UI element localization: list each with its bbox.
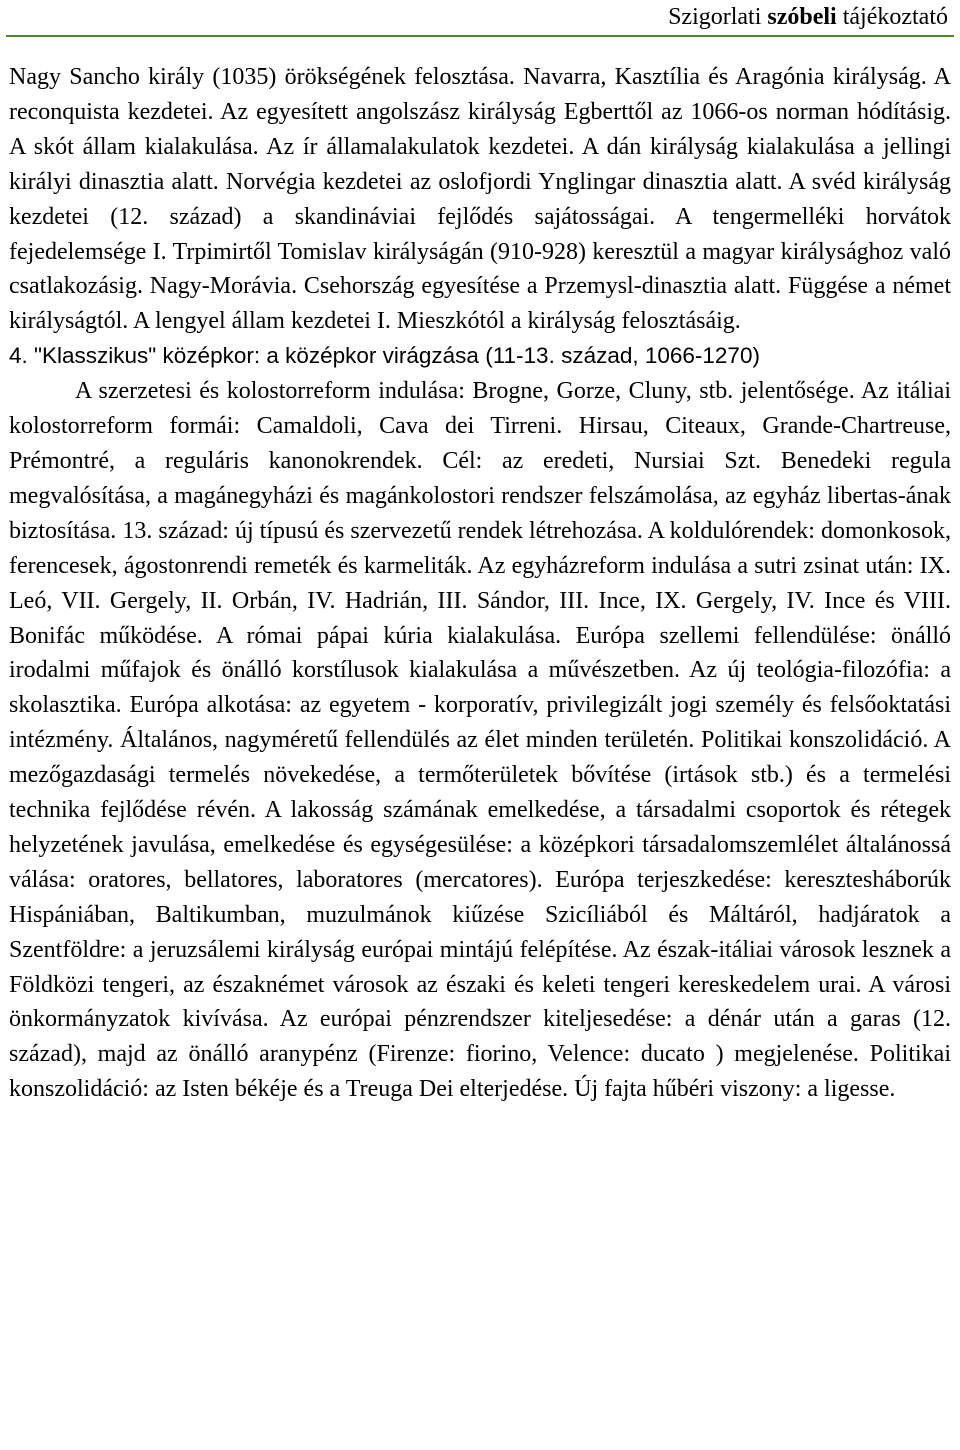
- header-divider: [6, 35, 954, 37]
- header-title-post: tájékoztató: [836, 4, 948, 30]
- section-paragraph: [9, 374, 951, 1107]
- intro-paragraph: Nagy Sancho király (1035) örökségének felosztása. Navarra, Kasztília és Aragónia királyság. A reconquista kezdetei. Az egyesített angolszász királyság Egberttől az 1066-os norman hódításig. A skót állam kialakulása. Az ír államalakulatok kezdetei. A dán királyság kialakulása a jellingi királyi dinasztia alatt. Norvégia kezdetei az oslofjordi Ynglingar dinasztia alatt. A svéd királyság kezdetei (12. század) a skandináviai fejlődés sajátosságai. A tengermelléki horvátok fejedelemsége I. Trpimirtől Tomislav királyságán (910-928) keresztül a magyar királysághoz való csatlakozásig. Nagy-Morávia. Csehország egyesítése a Przemysl-dinasztia alatt. Függése a német királyságtól. A lengyel állam kezdetei I. Mieszkótól a királyság felosztásáig.: [9, 64, 951, 335]
- header-title-pre: Szigorlati: [668, 4, 768, 30]
- running-header: [668, 2, 948, 32]
- section-heading: [9, 339, 951, 374]
- header-title-bold: szóbeli: [767, 4, 837, 30]
- document-body: [9, 60, 951, 1107]
- section-text: A szerzetesi és kolostorreform indulása: Brogne, Gorze, Cluny, stb. jelentősége. Az itáliai kolostorreform formái: Camaldoli, Cava dei Tirreni. Hirsau, Citeaux, Grande-Chartreuse, Prémontré, a reguláris kanonokrendek. Cél: az eredeti, Nursiai Szt. Benedeki regula megvalósítása, a magánegyházi és magánkolostori rendszer felszámolása, az egyház libertas-ának biztosítása. 13. század: új típusú és szervezetű rendek létrehozása. A koldulórendek: domonkosok, ferencesek, ágostonrendi remeték és karmeliták. Az egyházreform indulása a sutri zsinat után: IX. Leó, VII. Gergely, II. Orbán, IV. Hadrián, III. Sándor, III. Ince, IX. Gergely, IV. Ince és VIII. Bonifác működése. A római pápai kúria kialakulása. Európa szellemi fellendülése: önálló irodalmi műfajok és önálló korstílusok kialakulása a művészetben. Az új teológia-filozófia: a skolasztika. Európa alkotása: az egyetem - korporatív, privilegizált jogi személy és felsőoktatási intézmény. Általános, nagyméretű fellendülés az élet minden területén. Politikai konszolidáció. A mezőgazdasági termelés növekedése, a termőterületek bővítése (irtások stb.) és a termelési technika fejlődése révén. A lakosság számának emelkedése, a társadalmi csoportok és rétegek helyzetének javulása, emelkedése és egységesülése: a középkori társadalomszemlélet általánossá válása: oratores, bellatores, laboratores (mercatores). Európa terjeszkedése: keresztesháborúk Hispániában, Baltikumban, muzulmánok kiűzése Szicíliából és Máltáról, hadjáratok a Szentföldre: a jeruzsálemi királyság európai mintájú felépítése. Az észak-itáliai városok lesznek a Földközi tengeri, az északnémet városok az északi és keleti tengeri kereskedelem urai. A városi önkormányzatok kivívása. Az európai pénzrendszer kiteljesedése: a dénár után a garas (12. század), majd az önálló aranypénz (Firenze: fiorino, Velence: ducato ) megjelenése. Politikai konszolidáció: az Isten békéje és a Treuga Dei elterjedése. Új fajta hűbéri viszony: a ligesse.: [9, 378, 951, 1103]
- section-title: "Klasszikus" középkor: a középkor virágzása (11-13. század, 1066-1270): [34, 343, 760, 369]
- section-number: 4.: [9, 343, 28, 369]
